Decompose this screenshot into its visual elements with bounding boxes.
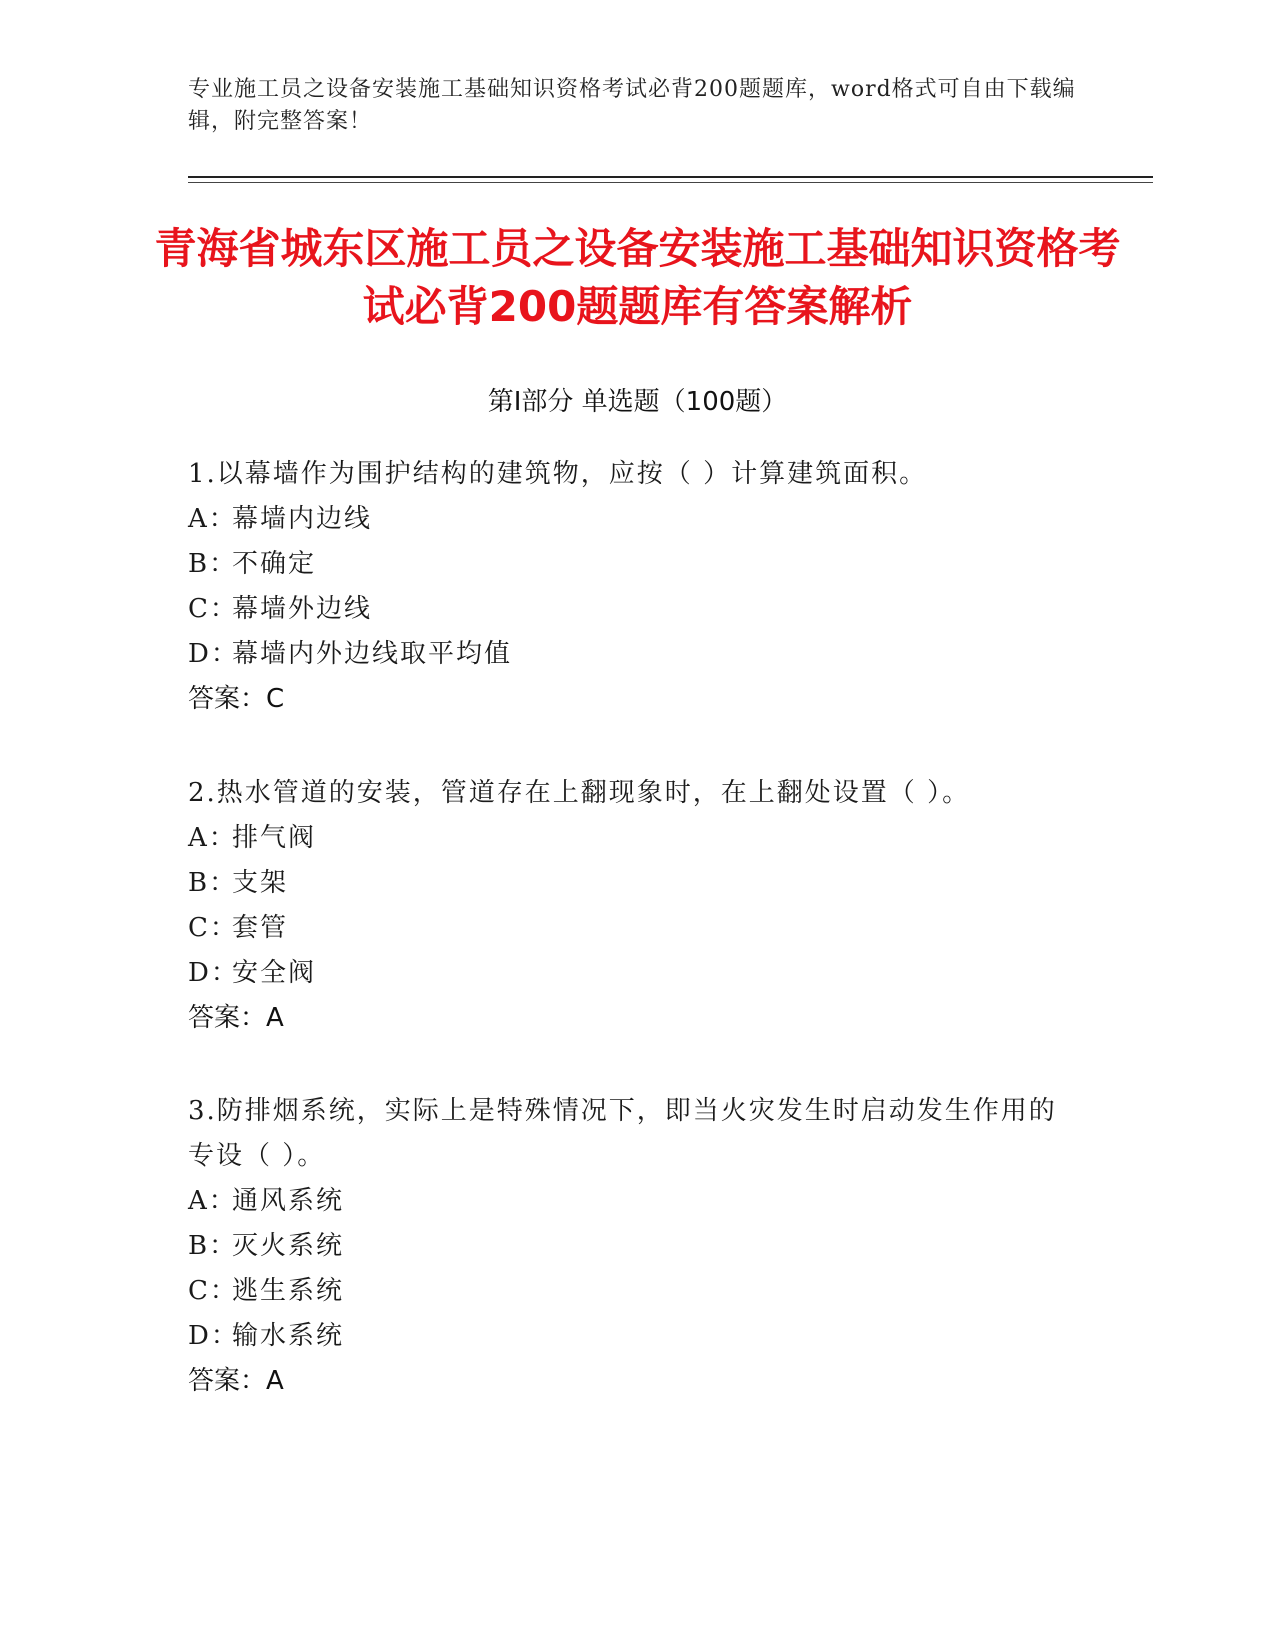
option-text: 幕墙内外边线取平均值	[232, 639, 513, 669]
document-title: 青海省城东区施工员之设备安装施工基础知识资格考试必背200题题库有答案解析	[154, 224, 1121, 331]
answer-line: 答案：A	[188, 1366, 284, 1396]
option-text: 幕墙内边线	[232, 504, 373, 534]
option-d	[188, 632, 1068, 677]
option-key: A：	[188, 504, 237, 534]
option-key: D：	[188, 958, 239, 988]
option-key: B：	[188, 549, 238, 579]
header-rule-thick	[188, 176, 1153, 178]
answer-line: 答案：A	[188, 1003, 284, 1033]
option-text: 通风系统	[232, 1186, 345, 1216]
question-3	[188, 1089, 1068, 1404]
option-text: 套管	[232, 913, 289, 943]
option-b	[188, 861, 1068, 906]
option-text: 安全阀	[232, 958, 317, 988]
option-a	[188, 816, 1068, 861]
option-c	[188, 587, 1068, 632]
option-text: 幕墙外边线	[232, 594, 373, 624]
option-c	[188, 1269, 1068, 1314]
section-title: 第Ⅰ部分 单选题（100题）	[487, 387, 788, 417]
option-text: 不确定	[232, 549, 317, 579]
option-a	[188, 497, 1068, 542]
document-header-note: 专业施工员之设备安装施工基础知识资格考试必背200题题库，word格式可自由下载编辑，附完整答案！	[188, 77, 1076, 134]
option-b	[188, 1224, 1068, 1269]
option-key: C：	[188, 1276, 238, 1306]
question-2	[188, 771, 1068, 1041]
option-text: 输水系统	[232, 1321, 345, 1351]
option-key: A：	[188, 1186, 237, 1216]
option-key: C：	[188, 913, 238, 943]
question-stem: 3.防排烟系统，实际上是特殊情况下，即当火灾发生时启动发生作用的专设（ ）。	[188, 1096, 1057, 1171]
header-rule-thin	[188, 182, 1153, 183]
option-d	[188, 951, 1068, 996]
option-key: D：	[188, 1321, 239, 1351]
question-1	[188, 452, 1068, 722]
option-key: B：	[188, 868, 238, 898]
option-key: C：	[188, 594, 238, 624]
option-c	[188, 906, 1068, 951]
option-text: 排气阀	[232, 823, 317, 853]
option-text: 支架	[232, 868, 289, 898]
question-stem: 2.热水管道的安装，管道存在上翻现象时，在上翻处设置（ ）。	[188, 778, 971, 808]
option-key: B：	[188, 1231, 238, 1261]
option-a	[188, 1179, 1068, 1224]
option-b	[188, 542, 1068, 587]
question-stem: 1.以幕墙作为围护结构的建筑物，应按（ ）计算建筑面积。	[188, 459, 928, 489]
option-key: D：	[188, 639, 239, 669]
option-key: A：	[188, 823, 237, 853]
option-d	[188, 1314, 1068, 1359]
option-text: 灭火系统	[232, 1231, 345, 1261]
answer-line: 答案：C	[188, 684, 285, 714]
option-text: 逃生系统	[232, 1276, 345, 1306]
